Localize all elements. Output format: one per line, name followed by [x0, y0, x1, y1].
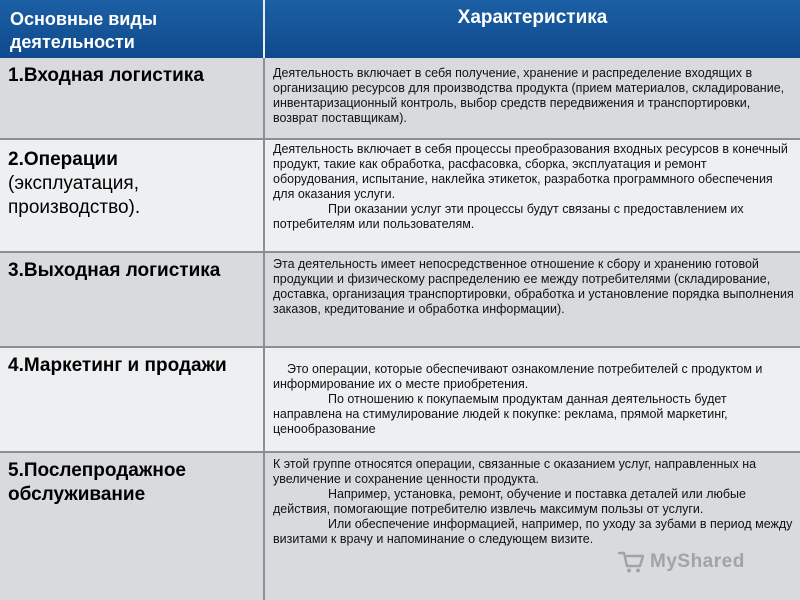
table-row — [0, 348, 800, 453]
activity-title: 4.Маркетинг и продажи — [8, 355, 227, 376]
shopping-cart-icon — [618, 550, 646, 574]
activity-title: 2.Операции (эксплуатация, производство). — [8, 149, 141, 218]
activity-cell — [0, 453, 265, 600]
characteristic-cell — [265, 348, 800, 451]
characteristic-cell — [265, 253, 800, 346]
table-row — [0, 140, 800, 253]
characteristic-text: Это операции, которые обеспечивают ознакомление потребителей с продуктом и информирование их о месте приобретения. По отношению к покупаемым продуктам данная деятельность будет направлена на стимулирование людей к покупке: реклама, прямой маркетинг, ценообразование — [273, 362, 763, 436]
table-row — [0, 58, 800, 140]
table-header — [0, 0, 800, 58]
activity-title: 1.Входная логистика — [8, 65, 204, 86]
table-row — [0, 253, 800, 348]
activity-title: 3.Выходная логистика — [8, 260, 221, 281]
activity-cell — [0, 348, 265, 451]
activity-cell — [0, 253, 265, 346]
characteristic-text: Деятельность включает в себя получение, хранение и распределение входящих в организацию ресурсов для производства продукта (прием материалов, складирование, инвентаризационный контроль, выбор средств передвижения и транспортировки, возврат поставщикам). — [273, 66, 785, 125]
characteristic-cell — [265, 140, 800, 251]
activity-cell — [0, 140, 265, 251]
watermark-logo — [612, 548, 792, 578]
characteristic-text: К этой группе относятся операции, связанные с оказанием услуг, направленных на увеличение и сохранение ценности продукта. Например, установка, ремонт, обучение и поставка деталей или любые действия, помогающие потребителю извлечь максимум пользы от услуги. Или обеспечение информацией, например, по уходу за зубами в период между визитами к врачу и напоминание о следующем визите. — [273, 457, 793, 546]
characteristic-text: Деятельность включает в себя процессы преобразования входных ресурсов в конечный продукт, такие как обработка, расфасовка, сборка, эксплуатация и ремонт оборудования, испытание, наклейка этикеток, разработка программного обеспечения для оказания услуги. При оказании услуг эти процессы будут связаны с предоставлением их потребителям или пользователям. — [273, 142, 788, 231]
activity-title: 5.Послепродажное обслуживание — [8, 460, 186, 505]
characteristic-text: Эта деятельность имеет непосредственное отношение к сбору и хранению готовой продукции и физическому распределению ее между потребителями (складирование, доставка, организация транспортировки, обработка и установление порядка выполнения заказов, кредитование и обработка информации). — [273, 257, 794, 316]
header-col-characteristic: Характеристика — [457, 7, 608, 28]
activity-cell — [0, 58, 265, 138]
header-col-activities: Основные виды деятельности — [10, 9, 158, 52]
characteristic-cell — [265, 58, 800, 138]
activity-subtitle: (эксплуатация, производство). — [8, 173, 141, 218]
watermark-text: MyShared — [650, 551, 745, 572]
